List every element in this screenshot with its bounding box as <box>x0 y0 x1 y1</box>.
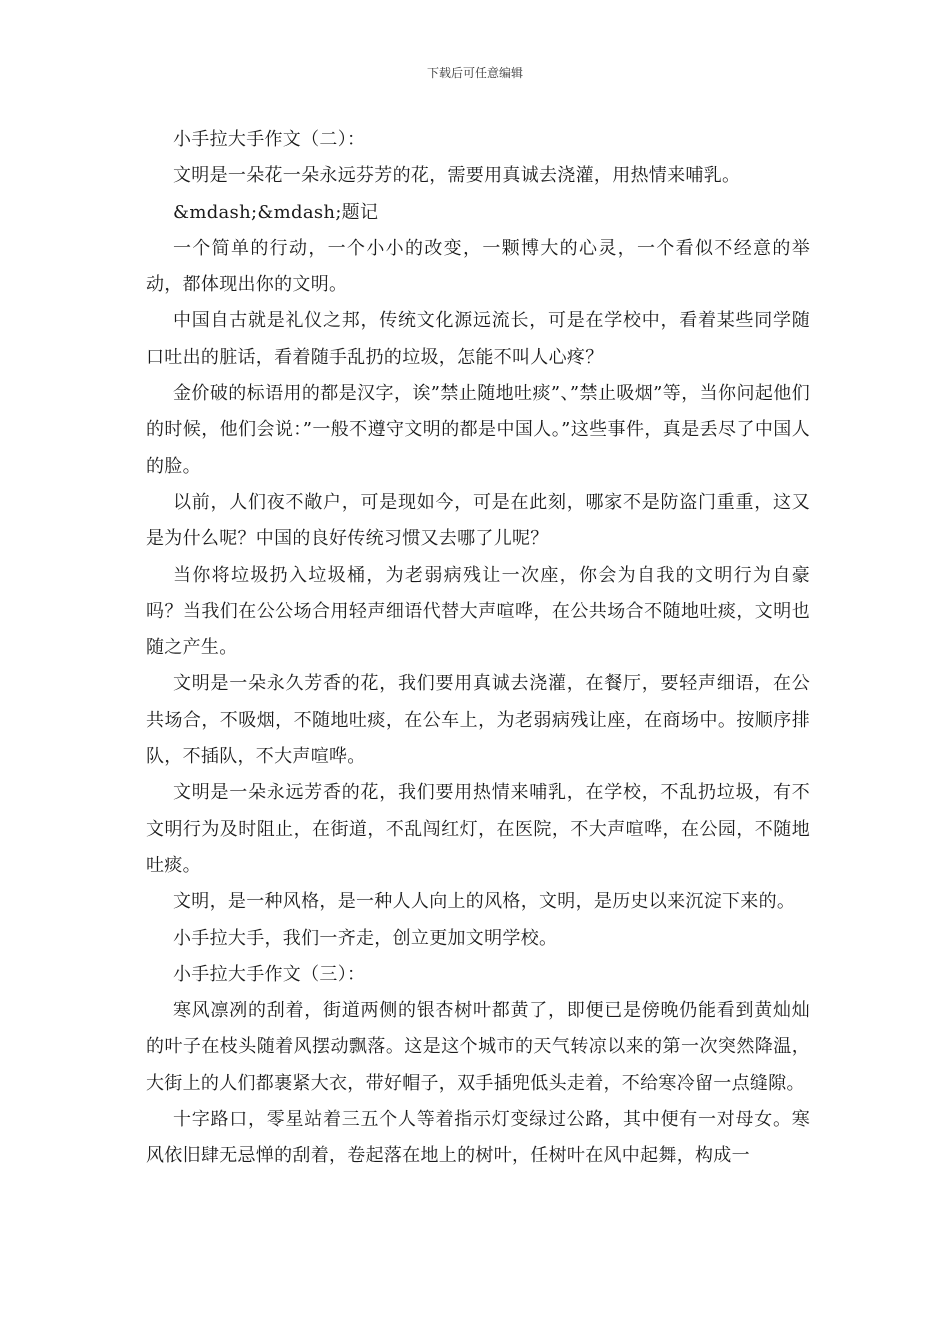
paragraph: 一个简单的行动，一个小小的改变，一颗博大的心灵，一个看似不经意的举动，都体现出你的文明。 <box>146 237 810 296</box>
page-header: 下载后可任意编辑 <box>426 66 523 80</box>
paragraph: 文明是一朵永久芳香的花，我们要用真诚去浇灌，在餐厅，要轻声细语，在公共场合，不吸烟，不随地吐痰，在公车上，为老弱病残让座，在商场中。按顺序排队，不插队，不大声喧哗。 <box>146 673 810 768</box>
paragraph: 文明，是一种风格，是一种人人向上的风格，文明，是历史以来沉淀下来的。 <box>173 891 796 913</box>
paragraph: 当你将垃圾扔入垃圾桶，为老弱病残让一次座，你会为自我的文明行为自豪吗？当我们在公公场合用轻声细语代替大声喧哗，在公共场合不随地吐痰，文明也随之产生。 <box>146 564 810 659</box>
paragraph: 文明是一朵永远芳香的花，我们要用热情来哺乳，在学校，不乱扔垃圾，有不文明行为及时阻止，在街道，不乱闯红灯，在医院，不大声喧哗，在公园，不随地吐痰。 <box>146 782 810 876</box>
paragraph: 寒风凛冽的刮着，街道两侧的银杏树叶都黄了，即便已是傍晚仍能看到黄灿灿的叶子在枝头随着风摆动飘落。这是这个城市的天气转凉以来的第一次突然降温，大街上的人们都裹紧大衣，带好帽子，双手插兜低头走着，不给寒冷留一点缝隙。 <box>146 1000 810 1094</box>
section-heading: 小手拉大手作文（二）： <box>173 129 366 150</box>
section-heading: 小手拉大手作文（三）： <box>173 963 366 985</box>
paragraph: 小手拉大手，我们一齐走，创立更加文明学校。 <box>173 927 558 949</box>
paragraph: 十字路口，零星站着三五个人等着指示灯变绿过公路，其中便有一对母女。寒风依旧肆无忌惮的刮着，卷起落在地上的树叶，任树叶在风中起舞，构成一 <box>146 1109 810 1167</box>
paragraph: 金价破的标语用的都是汉字，诶”禁止随地吐痰”、”禁止吸烟”等，当你问起他们的时候，他们会说：”一般不遵守文明的都是中国人。”这些事件，真是丢尽了中国人的脸。 <box>146 383 810 477</box>
document-body <box>146 122 810 1175</box>
epigraph-attribution: &mdash;&mdash;题记 <box>173 201 379 223</box>
paragraph: 以前，人们夜不敞户，可是现如今，可是在此刻，哪家不是防盗门重重，这又是为什么呢？中国的良好传统习惯又去哪了儿呢？ <box>146 491 810 550</box>
paragraph: 中国自古就是礼仪之邦，传统文化源远流长，可是在学校中，看着某些同学随口吐出的脏话，看着随手乱扔的垃圾，怎能不叫人心疼？ <box>146 310 810 368</box>
epigraph: 文明是一朵花一朵永远芬芳的花，需要用真诚去浇灌，用热情来哺乳。 <box>173 165 741 187</box>
